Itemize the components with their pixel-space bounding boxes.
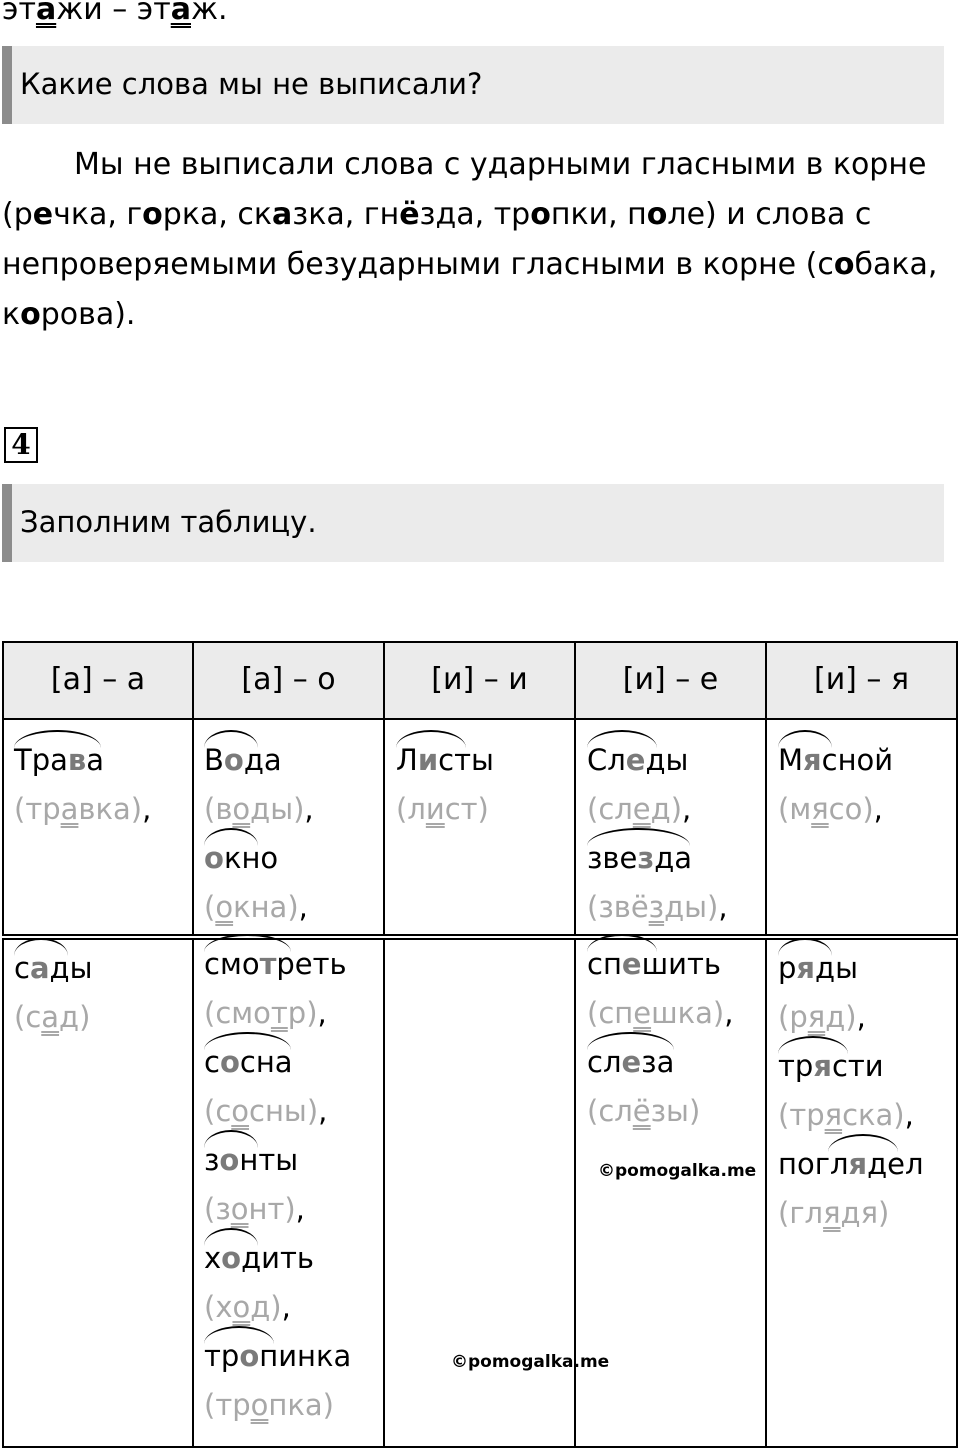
cell-check-word: (тропка)	[204, 1388, 334, 1422]
task-number: 4	[4, 427, 38, 463]
cell-check-word: (ряд),	[778, 1000, 866, 1034]
header-cell: [и] – и	[431, 662, 528, 697]
question-text: Какие слова мы не выписали?	[20, 67, 483, 101]
cell-check-word: (сад)	[14, 1000, 91, 1034]
cell-word: Листы	[396, 736, 494, 785]
paragraph-line: корова).	[2, 297, 136, 332]
cell-word: Трава	[14, 736, 151, 785]
col-divider	[765, 938, 767, 1448]
cell-word: ряды	[778, 944, 924, 993]
instruction-box	[2, 484, 944, 562]
root-arc	[204, 934, 291, 952]
cell-check-word: (мясо),	[778, 792, 883, 826]
cell-word: слеза	[587, 1038, 733, 1087]
cell-check-word: (лист)	[396, 792, 489, 826]
cell-word: окно	[204, 834, 314, 883]
cell-check-word: (сосны),	[204, 1094, 328, 1128]
top-line	[2, 0, 228, 28]
cell-r2-c5	[778, 944, 924, 1238]
cell-word: сосна	[204, 1038, 351, 1087]
cell-r2-c2	[204, 940, 351, 1430]
cell-r1-c2	[204, 736, 314, 932]
watermark: ©pomogalka.me	[451, 1352, 610, 1372]
cell-r1-c4	[587, 736, 728, 932]
paragraph-line: Мы не выписали слова с ударными гласными в корне	[74, 147, 927, 182]
header-cell: [и] – я	[813, 662, 910, 697]
cell-word: зонты	[204, 1136, 351, 1185]
cell-check-word: (глядя)	[778, 1196, 890, 1230]
cell-check-word: (след),	[587, 792, 692, 826]
cell-word: ходить	[204, 1234, 351, 1283]
instruction-text: Заполним таблицу.	[20, 505, 317, 539]
cell-check-word: (окна),	[204, 890, 308, 924]
root-arc	[587, 934, 657, 952]
cell-r1-c3	[396, 736, 494, 834]
watermark: ©pomogalka.me	[598, 1161, 757, 1181]
question-box	[2, 46, 944, 124]
cell-check-word: (смотр),	[204, 996, 327, 1030]
cell-check-word: (звёзды),	[587, 890, 728, 924]
top-text-part: эт	[2, 0, 36, 27]
top-vowel: а	[35, 0, 57, 27]
header-cell: [а] – а	[50, 662, 146, 697]
cell-r1-c1	[14, 736, 151, 834]
cell-word: сады	[14, 944, 92, 993]
answer-paragraph	[2, 140, 938, 340]
cell-word: трясти	[778, 1042, 924, 1091]
cell-check-word: (воды),	[204, 792, 314, 826]
top-vowel: а	[170, 0, 191, 27]
cell-r2-c4	[587, 940, 733, 1136]
header-divider	[2, 718, 958, 720]
paragraph-line: (речка, горка, сказка, гнёзда, тропки, поле) и слова с	[2, 197, 872, 232]
cell-r1-c5	[778, 736, 893, 834]
col-divider	[383, 938, 385, 1448]
cell-check-word: (слёзы)	[587, 1094, 701, 1128]
cell-check-word: (спешка),	[587, 996, 734, 1030]
cell-word: тропинка	[204, 1332, 351, 1381]
cell-check-word: (зонт),	[204, 1192, 305, 1226]
col-divider	[192, 938, 194, 1448]
cell-check-word: (тряска),	[778, 1098, 914, 1132]
cell-r2-c1	[14, 944, 92, 1042]
paragraph-line: непроверяемыми безударными гласными в корне (собака,	[2, 247, 938, 282]
cell-word: Следы	[587, 736, 728, 785]
cell-check-word: (травка),	[14, 792, 152, 826]
cell-check-word: (ход),	[204, 1290, 291, 1324]
header-cell: [и] – е	[622, 662, 719, 697]
cell-word: смотреть	[204, 940, 351, 989]
cell-word: Мясной	[778, 736, 893, 785]
cell-word: поглядел	[778, 1140, 924, 1189]
header-cell: [а] – о	[241, 662, 336, 697]
cell-word: спешить	[587, 940, 733, 989]
cell-word: звезда	[587, 834, 728, 883]
cell-word: Вода	[204, 736, 314, 785]
top-text-part: ж.	[191, 0, 228, 27]
top-text-part: жи – эт	[56, 0, 171, 27]
